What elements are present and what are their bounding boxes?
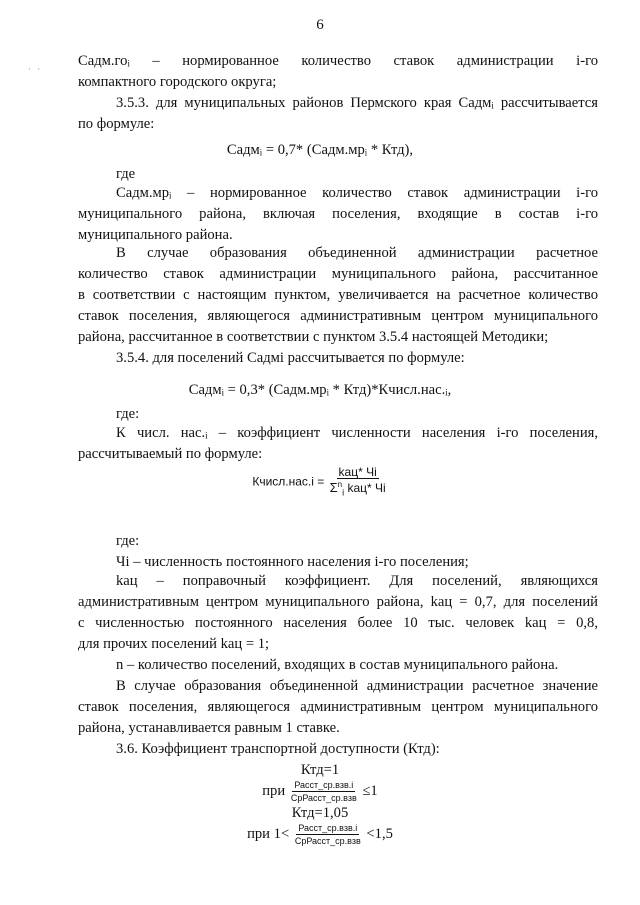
formula-kchisl [0,466,640,498]
formula-denominator [328,479,388,498]
text-line: В случае образования объединенной администрации расчетное [116,245,598,261]
cond1-suffix: ≤1 [362,782,378,799]
cond1-prefix: при [262,782,286,799]
cond1-denominator: СрРасст_ср.взв [290,793,357,803]
formula-numerator: kац* Чi [338,465,377,479]
text-line: n – количество поселений, входящих в состав муниципального района. [116,657,559,673]
section-heading: 3.6. Коэффициент транспортной доступности (Ктд): [116,741,440,757]
formula-sadm-mr: Садмᵢ = 0,7* (Садм.мрᵢ * Ктд), [226,142,414,158]
sum-lower: i [342,487,345,498]
text-line: Садм.мрᵢ – нормированное количество ставок администрации i-го [116,185,598,201]
text-line: по формуле: [78,116,155,132]
text-line: где: [116,533,140,549]
text-line: для прочих поселений kац = 1; [78,636,270,652]
text-line: 3.5.4. для поселений Садмi рассчитывается по формуле: [116,350,465,366]
text-line: рассчитываемый по формуле: [78,446,263,462]
cond1-numerator: Расст_ср.взв.i [294,780,354,790]
text-line: где [116,166,136,182]
text-line: Садм.гоᵢ – нормированное количество ставок администрации i-го [78,53,598,69]
text-line: kац – поправочный коэффициент. Для поселений, являющихся [116,573,598,589]
text-line: ставок поселения, являющегося административным центром муниципального [78,308,598,324]
text-line: Чi – численность постоянного населения i-го поселения; [116,554,469,570]
text-line: где: [116,406,140,422]
sum-upper: n [337,480,343,489]
text-line: ставок поселения, являющегося административным центром муниципального [78,699,598,715]
formula-sadm-pos: Садмᵢ = 0,3* (Садм.мрᵢ * Ктд)*Кчисл.нас.ᵢ, [188,382,452,398]
cond2-fraction [293,822,363,847]
text-line: 3.5.3. для муниципальных районов Пермского края Садмᵢ рассчитывается [116,95,598,111]
formula-fraction [328,466,388,498]
text-line: компактного городского округа; [78,74,277,90]
text-line: муниципального района, включая поселения, входящие в состав i-го [78,206,598,222]
text-line: района, рассчитанное в соответствии с пунктом 3.5.4 настоящей Методики; [78,329,549,345]
cond2-prefix: при 1< [247,825,290,842]
cond2-suffix: <1,5 [366,825,393,842]
formula-lhs: Кчисл.нас.i = [252,474,325,489]
ktd-value-1: Ктд=1 [300,762,340,778]
cond2-denominator: СрРасст_ср.взв [294,836,361,846]
ktd-value-2: Ктд=1,05 [291,805,349,821]
text-line: К числ. нас.ᵢ – коэффициент численности населения i-го поселения, [116,425,598,441]
text-line: в соответствии с настоящим пунктом, увеличивается на расчетное количество [78,287,598,303]
sum-symbol: Σ [329,480,338,495]
text-line: В случае образования объединенной администрации расчетное значение [116,678,598,694]
denominator-text: kац* Чi [347,481,386,495]
text-line: с численностью постоянного населения более 10 тыс. человек kац = 0,8, [78,615,598,631]
text-line: количество ставок администрации муниципального района, рассчитанное [78,266,598,282]
text-line: административным центром муниципального района, kац = 0,7, для поселений [78,594,598,610]
page-number: 6 [316,17,324,33]
margin-mark: · · [28,64,43,74]
text-line: муниципального района. [78,227,233,243]
cond1-fraction [289,779,359,804]
text-line: района, устанавливается равным 1 ставке. [78,720,340,736]
condition-1 [0,779,640,804]
cond2-numerator: Расст_ср.взв.i [298,823,358,833]
condition-2 [0,822,640,847]
